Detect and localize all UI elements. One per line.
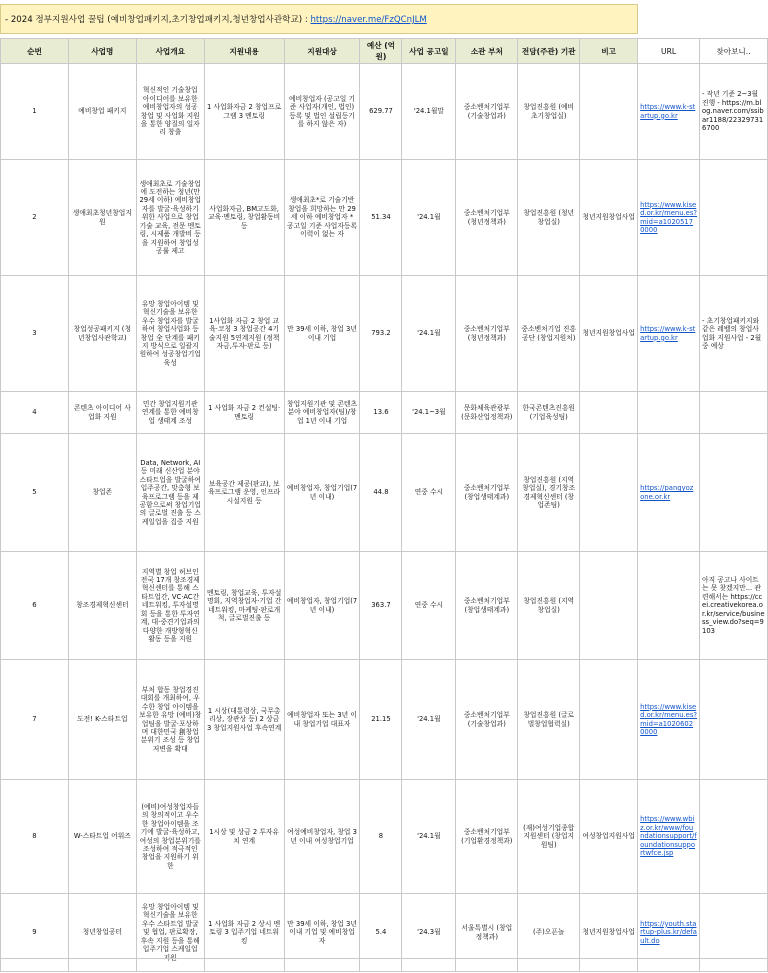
cell-remark [580,434,638,552]
cell-agency: 창업진흥원 (지역창업실), 경기창조경제혁신센터 (창업존팀) [518,434,580,552]
cell-agency: 창업진흥원 (글로벌창업협력실) [518,660,580,780]
cell-overview: 생애최초로 기술창업에 도전하는 청년(만 29세 이하) 예비창업자를 발굴·육성하기 위한 사업으로 창업 기술 교육, 전문 멘토링, 시제품 개발비 등을 지원하여 창업성공률 제고 [136,160,204,276]
cell-remark [580,552,638,660]
support-program-table [0,38,768,972]
cell-note: - 작년 기준 2~3월 진행 - https://m.blog.naver.com/ssibar1188/223297316700 [700,64,768,160]
cell-name: 콘텐츠 아이디어 사업화 지원 [68,392,136,434]
cell-agency: (주)오픈놀 [518,894,580,972]
cell-support: 보육공간 제공(판교), 보육프로그램 운영, 인프라 시설지원 등 [204,434,284,552]
cell-remark [580,64,638,160]
cell-overview: 부처 합동 창업경진대회를 개최하여, 우수한 창업 아이템을 보유한 유망 (예비)창업팀을 발굴·포상하며 대한민국 創창업 분위기 조성 등 창업저변을 확대 [136,660,204,780]
cell-overview: 유망 창업아이템 및 혁신기술을 보유한 우수 스타트업 발굴 및 협업, 판로확장, 후속 지원 등을 통해 입주기업 스케일업 지원 [136,894,204,972]
cell-support: 1 사업화 자금 2 상시 멘토링 3 입주기업 네트워킹 [204,894,284,972]
cell-ministry: 중소벤처기업부 (창업생태계과) [456,434,518,552]
cell-budget: 13.6 [360,392,402,434]
cell-url[interactable]: https://www.k-startup.go.kr [638,276,700,392]
table-row [1,552,768,660]
cell-no: 5 [1,434,69,552]
banner-link[interactable]: https://naver.me/FzQCnJLM [310,15,427,25]
header-row [1,39,768,64]
header-target: 지원대상 [284,39,360,64]
cell-agency: 중소벤처기업 진흥공단 (창업지원처) [518,276,580,392]
cell-no: 8 [1,780,69,894]
cell-ministry: 중소벤처기업부 (기업환경정책과) [456,780,518,894]
cell-date: '24.3월 [402,894,456,972]
cell-budget: 8 [360,780,402,894]
cell-note [700,392,768,434]
cell-budget: 629.77 [360,64,402,160]
cell-note [700,660,768,780]
cell-budget: 363.7 [360,552,402,660]
header-overview: 사업개요 [136,39,204,64]
cell-target: 예비창업자 (공고일 기준 사업자(개인, 법인) 등록 및 법인 설립등기를 하지 않은 자) [284,64,360,160]
cell-agency: (재)여성기업종합지원센터 (창업지원팀) [518,780,580,894]
cell-note: - 초기창업패키지와 같은 레벨의 창업사업화 지원사업 - 2월 중 예상 [700,276,768,392]
cell-agency: 창업진흥원 (청년창업실) [518,160,580,276]
cell-no: 2 [1,160,69,276]
cell-ministry: 중소벤처기업부 (기술창업과) [456,64,518,160]
cell-date: '24.1월 [402,780,456,894]
cell-name: 청년창업공터 [68,894,136,972]
cell-remark [580,392,638,434]
cell-support: 1사업화 자금 2 창업 교육·코칭 3 창업공간 4기술지원 5연계지원 (정책자금,투자·판로 등) [204,276,284,392]
table-row [1,780,768,894]
cell-agency: 창업진흥원 (지역창업실) [518,552,580,660]
cell-support: 1 시상(대통령상, 국무총리상, 장관상 등) 2 상금 3 창업지원사업 후속연계 [204,660,284,780]
cell-ministry: 서울특별시 (창업정책과) [456,894,518,972]
cell-url[interactable]: https://www.wbiz.or.kr/www/foundationsupport/foundationsupportwfce.jsp [638,780,700,894]
header-note: 찾아보니.. [700,39,768,64]
cell-ministry: 중소벤처기업부 (청년정책과) [456,276,518,392]
cell-overview: (예비)여성창업자들의 창의적이고 우수한 창업아이템을 조기에 발굴·육성하고, 여성의 창업분위기를 조성하여 적극적인 창업을 지원하기 위한 [136,780,204,894]
cell-url[interactable] [638,552,700,660]
cell-no: 4 [1,392,69,434]
cell-remark: 청년지원창업사업 [580,160,638,276]
cell-url[interactable]: https://youth.startup-plus.kr/default.do [638,894,700,972]
cell-target: 만 39세 이하, 창업 3년 이내 기업 [284,276,360,392]
cell-agency: 창업진흥원 (예비초기창업실) [518,64,580,160]
table-row [1,160,768,276]
cell-url[interactable]: https://pangyozone.or.kr [638,434,700,552]
cell-target: 창업지원기관 및 콘텐츠 분야 예비창업자(팀)/창업 1년 이내 기업 [284,392,360,434]
banner-text: - 2024 정부지원사업 꿀팁 (예비창업패키지,초기창업패키지,청년창업사관학교) : [5,15,308,25]
cell-name: 창업성공패키지 (청년창업사관학교) [68,276,136,392]
cell-no: 6 [1,552,69,660]
cell-ministry: 중소벤처기업부 (창업생태계과) [456,552,518,660]
cell-budget: 5.4 [360,894,402,972]
cell-budget: 44.8 [360,434,402,552]
table-row [1,392,768,434]
cell-note: 아직 공고나 사이트는 못 찾겠지만... 관련해서는 https://ccei.creativekorea.or.kr/service/business_view.do?seq=9103 [700,552,768,660]
cell-budget: 51.34 [360,160,402,276]
cell-budget: 793.2 [360,276,402,392]
cell-overview: Data, Network, AI 등 미래 신산업 분야 스타트업을 발굴하여 입주공간, 맞춤형 보육프로그램 등을 제공함으로써 창업기업의 글로벌 진출 등 스케일업을 집중 지원 [136,434,204,552]
cell-no: 7 [1,660,69,780]
cell-target: 예비창업자 또는 3년 이내 창업기업 대표자 [284,660,360,780]
cell-support: 사업화자금, BM고도화, 교육·멘토링, 창업활동비 등 [204,160,284,276]
cell-name: 창조경제혁신센터 [68,552,136,660]
cell-agency: 한국콘텐츠진흥원 (기업육성팀) [518,392,580,434]
cell-budget: 21.15 [360,660,402,780]
header-agency: 전담(주관) 기관 [518,39,580,64]
cell-overview: 지역별 창업 허브인 전국 17개 창조경제혁신센터를 통해 스타트업간, VC·AC간 네트워킹, 투자설명회 등을 통한 투자연계, 대·중견기업과의 다양한 개방형혁신 활동 등을 지원 [136,552,204,660]
cell-name: 예비창업 패키지 [68,64,136,160]
cell-note [700,780,768,894]
header-support: 지원내용 [204,39,284,64]
cell-date: '24.1월 [402,276,456,392]
cell-no: 3 [1,276,69,392]
cell-date: '24.1월 [402,660,456,780]
cell-no: 1 [1,64,69,160]
table-row [1,660,768,780]
cell-support: 1시상 및 상금 2 투자유치 연계 [204,780,284,894]
cell-support: 1 사업화자금 2 창업프로그램 3 멘토링 [204,64,284,160]
cell-target: 생애최초*로 기술기반 창업을 희망하는 만 29세 이하 예비창업자 * 공고일 기준 사업자등록 이력이 없는 자 [284,160,360,276]
cell-url[interactable]: https://www.k-startup.go.kr [638,64,700,160]
cell-url[interactable] [638,392,700,434]
cell-target: 예비창업자, 창업기업(7년 이내) [284,434,360,552]
cell-url[interactable]: https://www.kised.or.kr/menu.es?mid=a10205170000 [638,160,700,276]
table-row [1,64,768,160]
cell-ministry: 중소벤처기업부 (청년정책과) [456,160,518,276]
cell-name: 창업존 [68,434,136,552]
cell-overview: 민간 창업지원기관 연계를 통한 예비창업 생태계 조성 [136,392,204,434]
table-row [1,434,768,552]
cell-url[interactable]: https://www.kised.or.kr/menu.es?mid=a10206020000 [638,660,700,780]
cell-overview: 유망 창업아이템 및 혁신기술을 보유한 우수 창업자를 발굴하여 창업사업화 등 창업 全 단계를 패키지 방식으로 일괄지원하여 성공창업기업 육성 [136,276,204,392]
cell-no: 9 [1,894,69,972]
cell-note [700,160,768,276]
header-date: 사업 공고일 [402,39,456,64]
cell-date: '24.1월 [402,160,456,276]
cell-remark: 여성창업지원사업 [580,780,638,894]
cell-ministry: 문화체육관광부 (문화산업정책과) [456,392,518,434]
cell-note [700,434,768,552]
cell-name: 도전! K-스타트업 [68,660,136,780]
cell-overview: 혁신적인 기술창업 아이디어를 보유한 예비창업자의 성공 창업 및 사업화 지원을 통한 양질의 일자리 창출 [136,64,204,160]
header-budget: 예산 (억원) [360,39,402,64]
cell-name: 생애최초청년창업지원 [68,160,136,276]
cell-date: 연중 수시 [402,434,456,552]
cell-date: 연중 수시 [402,552,456,660]
header-ministry: 소관 부처 [456,39,518,64]
cell-target: 만 39세 이하, 창업 3년 이내 기업 및 예비창업자 [284,894,360,972]
cell-remark: 청년지원창업사업 [580,276,638,392]
cell-support: 1 사업화 자금 2 컨설팅·멘토링 [204,392,284,434]
header-remark: 비고 [580,39,638,64]
title-banner [0,4,638,34]
header-name: 사업명 [68,39,136,64]
header-no: 순번 [1,39,69,64]
cell-target: 예비창업자, 창업기업(7년 이내) [284,552,360,660]
cell-ministry: 중소벤처기업부 (기술창업과) [456,660,518,780]
cell-support: 멘토링, 창업교육, 투자설명회, 지역창업자·기업 간 네트워킹, 마케팅·판로개척, 글로벌진출 등 [204,552,284,660]
cell-remark [580,660,638,780]
table-row [1,276,768,392]
cell-remark: 청년지원창업사업 [580,894,638,972]
header-url: URL [638,39,700,64]
cell-date: '24.1월말 [402,64,456,160]
cell-target: 여성예비창업자, 창업 3년 이내 여성창업기업 [284,780,360,894]
cell-date: '24.1~3월 [402,392,456,434]
cell-name: W-스타트업 어워즈 [68,780,136,894]
